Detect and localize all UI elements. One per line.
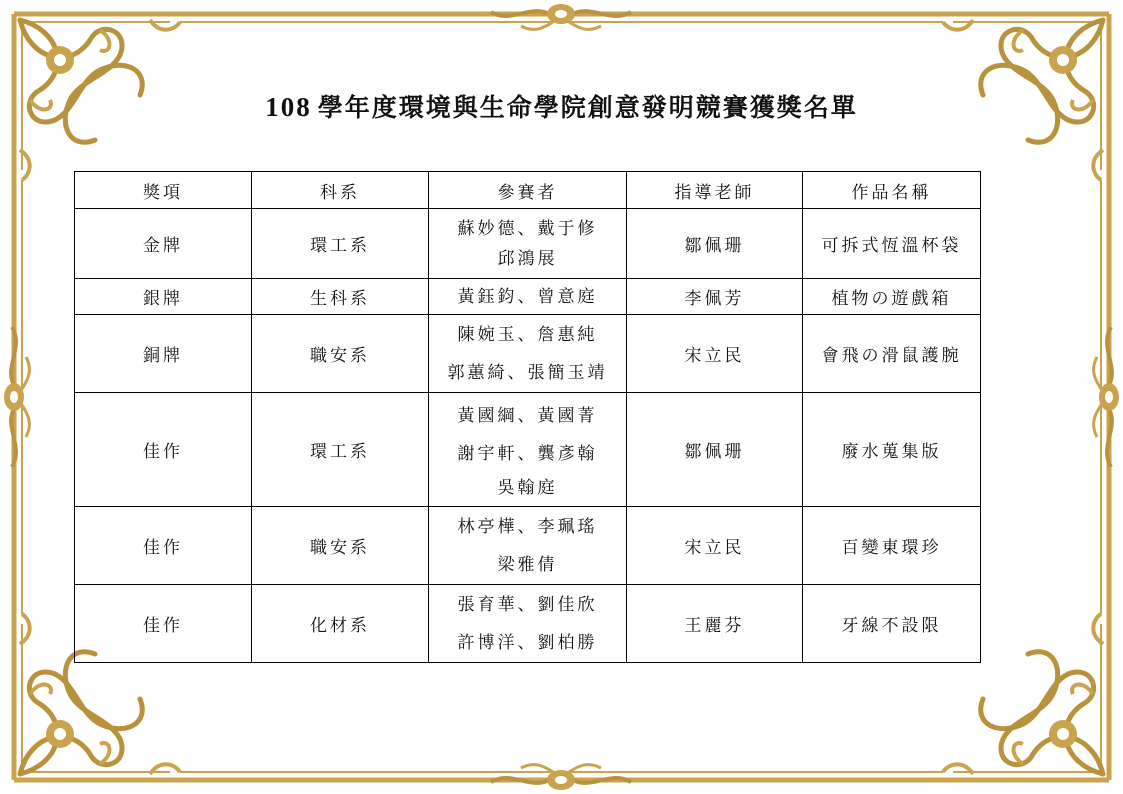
participant-line: 蘇妙德、戴于修 [457, 218, 598, 239]
work-title-cell: 牙線不設限 [803, 585, 981, 663]
work-title-cell: 會飛の滑鼠護腕 [803, 315, 981, 393]
participant-line: 張育華、劉佳欣 [457, 594, 598, 615]
work-title-cell: 可拆式恆溫杯袋 [803, 209, 981, 279]
department-cell: 環工系 [252, 209, 429, 279]
department-cell: 職安系 [252, 507, 429, 585]
participant-line: 邱鴻展 [497, 248, 558, 269]
awards-table [74, 171, 981, 663]
header-row [75, 172, 981, 209]
award-cell: 佳作 [75, 507, 252, 585]
award-cell: 佳作 [75, 585, 252, 663]
participants-cell [429, 585, 627, 663]
title-text: 學年度環境與生命學院創意發明競賽獲獎名單 [317, 93, 858, 122]
participant-line: 黃鈺鈞、曾意庭 [457, 286, 598, 307]
advisor-cell: 王麗芬 [627, 585, 803, 663]
participant-line: 陳婉玉、詹惠純 [457, 324, 598, 345]
participant-line: 謝宇軒、龔彥翰 [457, 443, 598, 464]
participant-line: 吳翰庭 [497, 477, 558, 498]
header-award: 獎項 [75, 172, 252, 209]
title-year: 108 [265, 92, 312, 122]
table-row [75, 209, 981, 279]
header-department: 科系 [252, 172, 429, 209]
header-work-title: 作品名稱 [803, 172, 981, 209]
table-row [75, 315, 981, 393]
work-title-cell: 植物の遊戲箱 [803, 279, 981, 315]
participants-cell [429, 393, 627, 507]
header-advisor: 指導老師 [627, 172, 803, 209]
department-cell: 化材系 [252, 585, 429, 663]
participants-cell [429, 279, 627, 315]
award-cell: 金牌 [75, 209, 252, 279]
advisor-cell: 李佩芳 [627, 279, 803, 315]
work-title-cell: 百變東環珍 [803, 507, 981, 585]
table-row [75, 279, 981, 315]
advisor-cell: 鄒佩珊 [627, 393, 803, 507]
participant-line: 郭蕙綺、張簡玉靖 [447, 362, 608, 383]
participants-cell [429, 507, 627, 585]
department-cell: 職安系 [252, 315, 429, 393]
advisor-cell: 鄒佩珊 [627, 209, 803, 279]
table-row [75, 507, 981, 585]
participant-line: 許博洋、劉柏勝 [457, 632, 598, 653]
table-row [75, 585, 981, 663]
department-cell: 環工系 [252, 393, 429, 507]
page-title [0, 88, 1123, 124]
header-participants: 參賽者 [429, 172, 627, 209]
participant-line: 梁雅倩 [497, 554, 558, 575]
award-cell: 銀牌 [75, 279, 252, 315]
advisor-cell: 宋立民 [627, 507, 803, 585]
participant-line: 黃國綱、黃國菁 [457, 405, 598, 426]
participants-cell [429, 209, 627, 279]
work-title-cell: 廢水蒐集版 [803, 393, 981, 507]
award-cell: 佳作 [75, 393, 252, 507]
award-cell: 銅牌 [75, 315, 252, 393]
table-row [75, 393, 981, 507]
participants-cell [429, 315, 627, 393]
department-cell: 生科系 [252, 279, 429, 315]
advisor-cell: 宋立民 [627, 315, 803, 393]
participant-line: 林亭樺、李珮瑤 [457, 516, 598, 537]
